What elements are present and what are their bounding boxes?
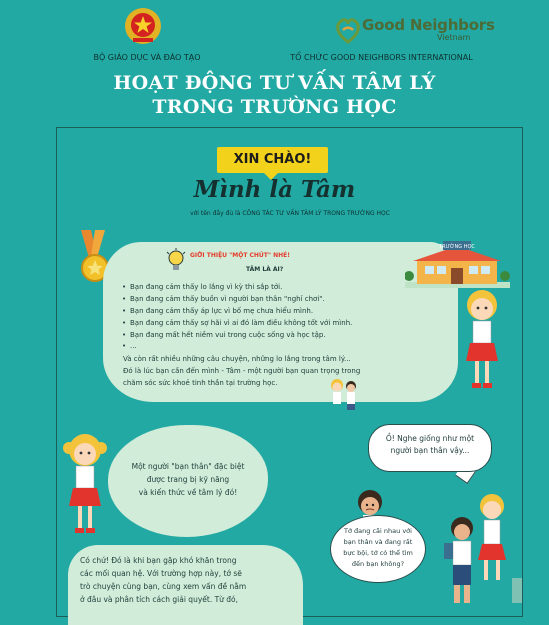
- speech-line: Ồ! Nghe giống như một: [385, 434, 475, 443]
- answer-line: Có chứ! Đó là khi bạn gặp khó khăn trong: [80, 556, 237, 565]
- kids-walking-illustration: [438, 488, 526, 609]
- girl-illustration: [458, 285, 506, 395]
- friend-text-line: Một người "bạn thân" đặc biệt: [131, 462, 245, 471]
- question-line: Tớ đang cãi nhau với: [344, 527, 412, 535]
- friend-text: [117, 460, 259, 499]
- intro-bullet: • ...: [130, 342, 137, 350]
- intro-bullet: • Bạn đang cảm thấy sợ hãi vì ai đó làm điều không tốt với mình.: [130, 319, 352, 327]
- intro-question: TÂM LÀ AI?: [246, 266, 284, 273]
- intro-paragraph-line: Và còn rất nhiều những câu chuyện, những lo lắng trong tâm lý...: [123, 355, 351, 363]
- school-sign-text: TRƯỜNG HỌC: [439, 244, 475, 250]
- answer-line: trò chuyện cùng bạn, cùng xem vấn đề nằm: [80, 582, 247, 591]
- intro-paragraph-line: chăm sóc sức khoẻ tinh thần tại trường học.: [123, 379, 278, 387]
- intro-paragraph-line: Đó là lúc bạn cần đến mình - Tâm - một người bạn quan trọng trong: [123, 367, 361, 375]
- intro-heading: GIỚI THIỆU "MỘT CHÚT" NHÉ!: [190, 252, 290, 259]
- answer-line: ở đâu và phân tích cách giải quyết. Từ đó,: [80, 595, 239, 604]
- kids-illustration: [328, 377, 360, 411]
- question-bubble-text: [334, 526, 422, 570]
- org-left-label: BỘ GIÁO DỤC VÀ ĐÀO TẠO: [93, 53, 201, 62]
- page-title-line2: TRONG TRƯỜNG HỌC: [152, 96, 397, 118]
- national-emblem-icon: [123, 6, 163, 46]
- hero-name: Mình là Tâm: [193, 176, 356, 203]
- speech-line: người bạn thân vậy...: [390, 446, 470, 455]
- friend-text-line: được trang bị kỹ năng: [146, 475, 230, 484]
- speech-bubble-text: [370, 433, 490, 457]
- question-line: đến bạn không?: [351, 560, 405, 568]
- intro-bullet: • Bạn đang cảm thấy buồn vì người bạn thân "nghỉ chơi".: [130, 295, 325, 303]
- org-right-label: TỔ CHỨC GOOD NEIGHBORS INTERNATIONAL: [290, 53, 473, 62]
- page-title-line1: HOẠT ĐỘNG TƯ VẤN TÂM LÝ: [113, 72, 436, 94]
- answer-line: các mối quan hệ. Với trường hợp này, tớ sẽ: [80, 569, 242, 578]
- intro-bullet: • Bạn đang mất hết niềm vui trong cuộc sống và học tập.: [130, 331, 326, 339]
- logo-title: Good Neighbors: [362, 16, 495, 34]
- question-line: bực bội, tớ có thể tìm: [343, 549, 413, 557]
- friend-text-line: và kiến thức về tâm lý đó!: [138, 488, 238, 497]
- school-illustration: [405, 238, 510, 288]
- hello-banner: XIN CHÀO!: [217, 147, 328, 173]
- intro-bullet: • Bạn đang cảm thấy áp lực vì bố mẹ chưa hiểu mình.: [130, 307, 313, 315]
- intro-bullet: • Bạn đang cảm thấy lo lắng vì kỳ thi sắp tới.: [130, 283, 282, 291]
- girl-illustration: [60, 428, 110, 538]
- hero-tagline: với tên đầy đủ là CÔNG TÁC TƯ VẤN TÂM LÝ TRONG TRƯỜNG HỌC: [190, 210, 390, 217]
- lightbulb-icon: [165, 248, 187, 276]
- good-neighbors-logo-icon: [333, 12, 363, 46]
- logo-subtitle: Vietnam: [437, 33, 471, 42]
- question-line: bạn thân và đang rất: [343, 538, 413, 546]
